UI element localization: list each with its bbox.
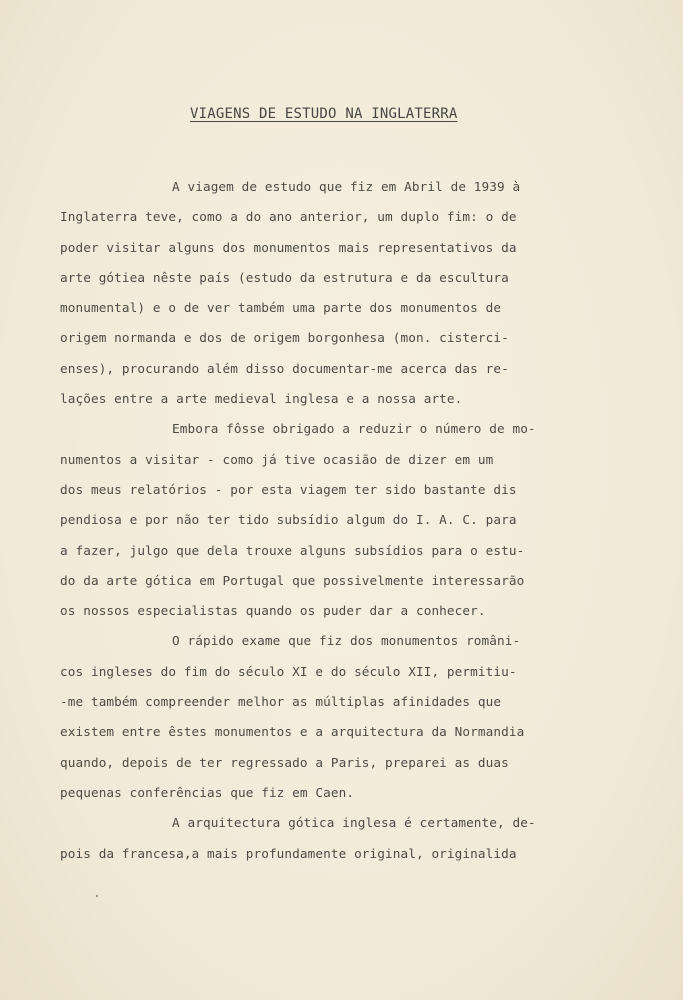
text-line: enses), procurando além disso documentar-me acerca das re- bbox=[60, 360, 509, 376]
text-line: do da arte gótica em Portugal que possivelmente interessarão bbox=[60, 572, 525, 588]
text-line: origem normanda e dos de origem borgonhesa (mon. cisterci- bbox=[60, 330, 509, 346]
text-line: Embora fôsse obrigado a reduzir o número de mo- bbox=[172, 421, 536, 437]
text-line: pendiosa e por não ter tido subsídio algum do I. A. C. para bbox=[60, 512, 517, 528]
text-line: monumental) e o de ver também uma parte dos monumentos de bbox=[60, 300, 502, 316]
text-line: O rápido exame que fiz dos monumentos români- bbox=[172, 633, 521, 649]
text-line: os nossos especialistas quando os puder dar a conhecer. bbox=[60, 603, 486, 619]
text-line: a fazer, julgo que dela trouxe alguns subsídios para o estu- bbox=[60, 542, 525, 558]
text-line: pois da francesa,a mais profundamente original, originalida bbox=[60, 845, 517, 861]
text-line: arte gótiea nêste país (estudo da estrutura e da escultura bbox=[60, 269, 509, 285]
document-body bbox=[60, 172, 620, 869]
text-line: poder visitar alguns dos monumentos mais representativos da bbox=[60, 239, 517, 255]
text-line: Inglaterra teve, como a do ano anterior, um duplo fim: o de bbox=[60, 209, 517, 225]
text-line: quando, depois de ter regressado a Paris, preparei as duas bbox=[60, 754, 509, 770]
text-line: existem entre êstes monumentos e a arquitectura da Normandia bbox=[60, 724, 525, 740]
text-line: lações entre a arte medieval inglesa e a nossa arte. bbox=[60, 391, 463, 407]
text-line: numentos a visitar - como já tive ocasião de dizer em um bbox=[60, 451, 494, 467]
text-line: cos ingleses do fim do século XI e do século XII, permitiu- bbox=[60, 663, 517, 679]
text-line: pequenas conferências que fiz em Caen. bbox=[60, 784, 355, 800]
text-line: -me também compreender melhor as múltiplas afinidades que bbox=[60, 694, 502, 710]
text-line: dos meus relatórios - por esta viagem ter sido bastante dis bbox=[60, 481, 517, 497]
text-line: A viagem de estudo que fiz em Abril de 1939 à bbox=[172, 179, 521, 194]
ink-speck bbox=[96, 895, 98, 897]
text-line: A arquitectura gótica inglesa é certamente, de- bbox=[172, 815, 536, 831]
document-title: VIAGENS DE ESTUDO NA INGLATERRA bbox=[190, 106, 458, 122]
